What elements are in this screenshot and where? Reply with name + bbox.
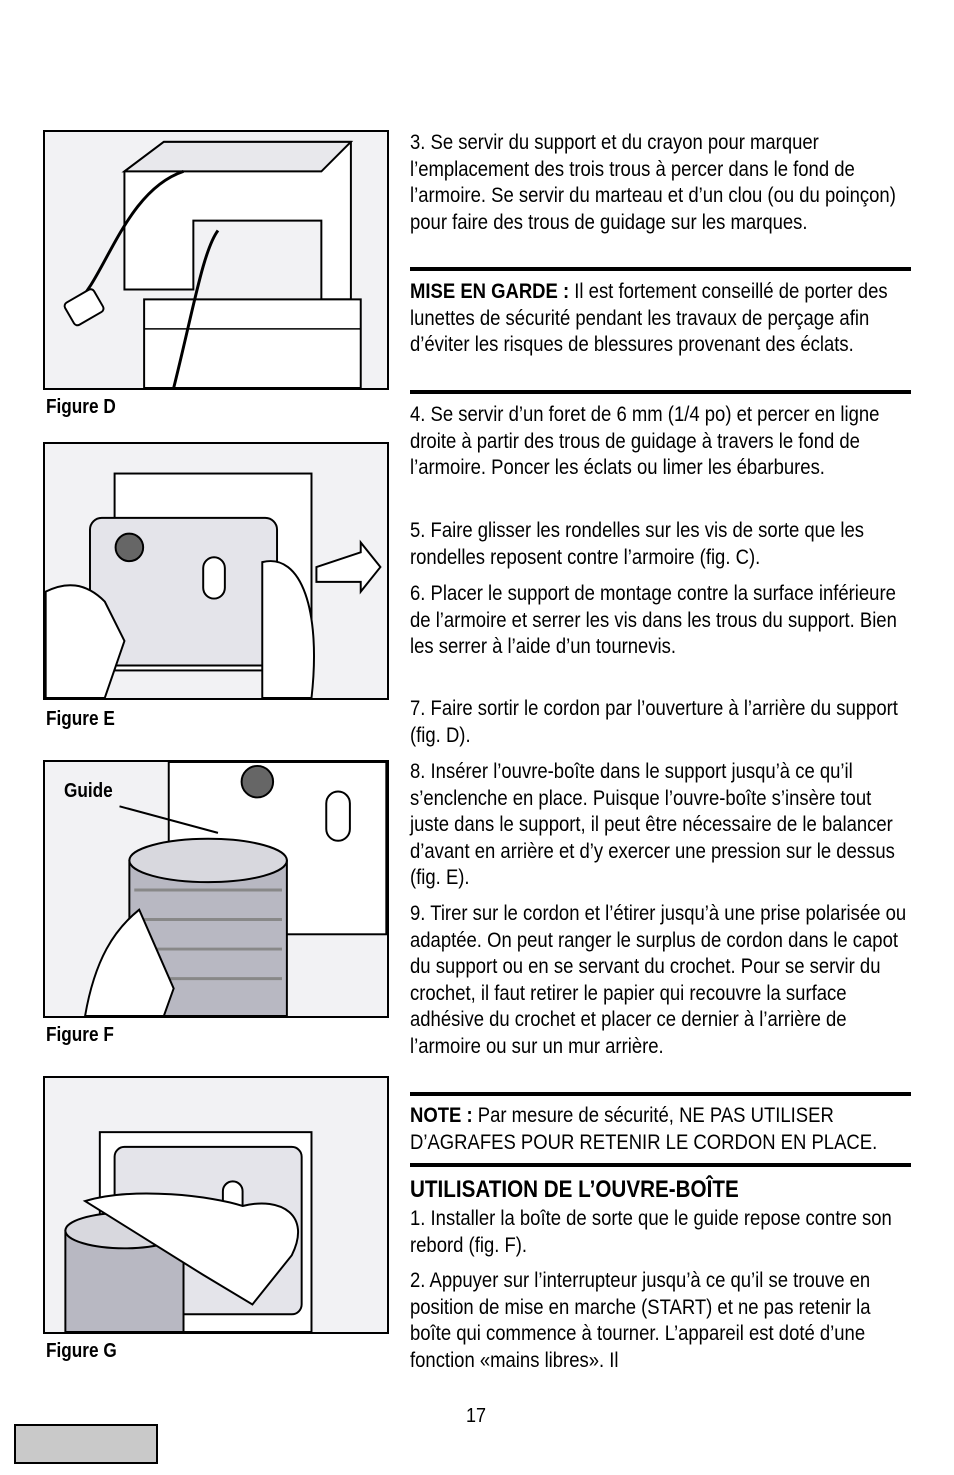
language-tab-marker [14,1424,158,1464]
note-bottom-rule [410,1163,911,1167]
figure-d-illustration [43,130,389,390]
mounting-bracket-drawing [45,132,387,388]
note-top-rule [410,1092,911,1096]
step-9 [410,901,910,1060]
warning-bottom-rule [410,390,911,394]
warning-text: Il est fortement conseillé de porter des lunettes de sécurité pendant les travaux de perçage afin d’éviter les risques de blessures provenant des éclats. [410,280,888,356]
figure-f-caption: Figure F [46,1024,114,1046]
step-9-text: 9. Tirer sur le cordon et l’étirer jusqu’à une prise polarisée ou adaptée. On peut ranger le surplus de cordon dans le capot du support ou en se servant du crochet. Pour se servir du crochet, il faut retirer le papier qui recouvre la surface adhésive du crochet et placer ce dernier à l’arrière de l’armoire ou sur un mur arrière. [410,902,907,1058]
figure-g-illustration [43,1076,389,1334]
note-block [410,1103,910,1156]
step-5 [410,518,910,571]
figure-e-caption: Figure E [46,708,115,730]
figure-d-caption: Figure D [46,396,116,418]
note-label: NOTE : [410,1104,473,1127]
step-7-text: 7. Faire sortir le cordon par l’ouverture à l’arrière du support (fig. D). [410,697,898,747]
step-4 [410,402,910,482]
warning-block [410,279,910,359]
step-8-text: 8. Insérer l’ouvre-boîte dans le support jusqu’à ce qu’il s’enclenche en place. Puisque l’ouvre-boîte s’insère tout juste dans le support, il peut être nécessaire de le balancer d’avant en arrière et d’y exercer une pression sur le dessus (fig. E). [410,760,895,889]
figure-g-caption: Figure G [46,1340,117,1362]
step-6-text: 6. Placer le support de montage contre la surface inférieure de l’armoire et serrer les vis dans les trous du support. Bien les serrer à l’aide d’un tournevis. [410,582,897,658]
page-number: 17 [466,1405,487,1427]
step-3-text: 3. Se servir du support et du crayon pour marquer l’emplacement des trois trous à percer dans le fond de l’armoire. Se servir du marteau et d’un clou (ou du poinçon) pour faire des trous de guidage sur les marques. [410,131,896,234]
figure-e-illustration [43,442,389,700]
usage-step-1 [410,1206,910,1259]
warning-top-rule [410,267,911,271]
note-text: Par mesure de sécurité, NE PAS UTILISER D’AGRAFES POUR RETENIR LE CORDON EN PLACE. [410,1104,878,1154]
usage-heading: UTILISATION DE L’OUVRE-BOÎTE [410,1176,739,1203]
step-8 [410,759,910,892]
step-5-text: 5. Faire glisser les rondelles sur les vis de sorte que les rondelles reposent contre l’armoire (fig. C). [410,519,864,569]
step-4-text: 4. Se servir d’un foret de 6 mm (1/4 po) et percer en ligne droite à partir des trous de guidage à travers le fond de l’armoire. Poncer les éclats ou limer les ébarbures. [410,403,880,479]
can-rotation-drawing [45,1078,387,1332]
usage-heading-block [410,1176,910,1204]
warning-label: MISE EN GARDE : [410,280,570,303]
usage-step-2-text: 2. Appuyer sur l’interrupteur jusqu’à ce qu’il se trouve en position de mise en marche (START) et ne pas retenir la boîte qui commence à tourner. L’appareil est doté d’une fonction «mains libres». Il [410,1269,871,1372]
figure-f-guide-label: Guide [64,780,113,802]
step-7 [410,696,910,749]
usage-step-1-text: 1. Installer la boîte de sorte que le guide repose contre son rebord (fig. F). [410,1207,892,1257]
step-6 [410,581,910,661]
usage-step-2 [410,1268,910,1374]
can-opener-insertion-drawing [45,444,387,698]
step-3 [410,130,910,236]
